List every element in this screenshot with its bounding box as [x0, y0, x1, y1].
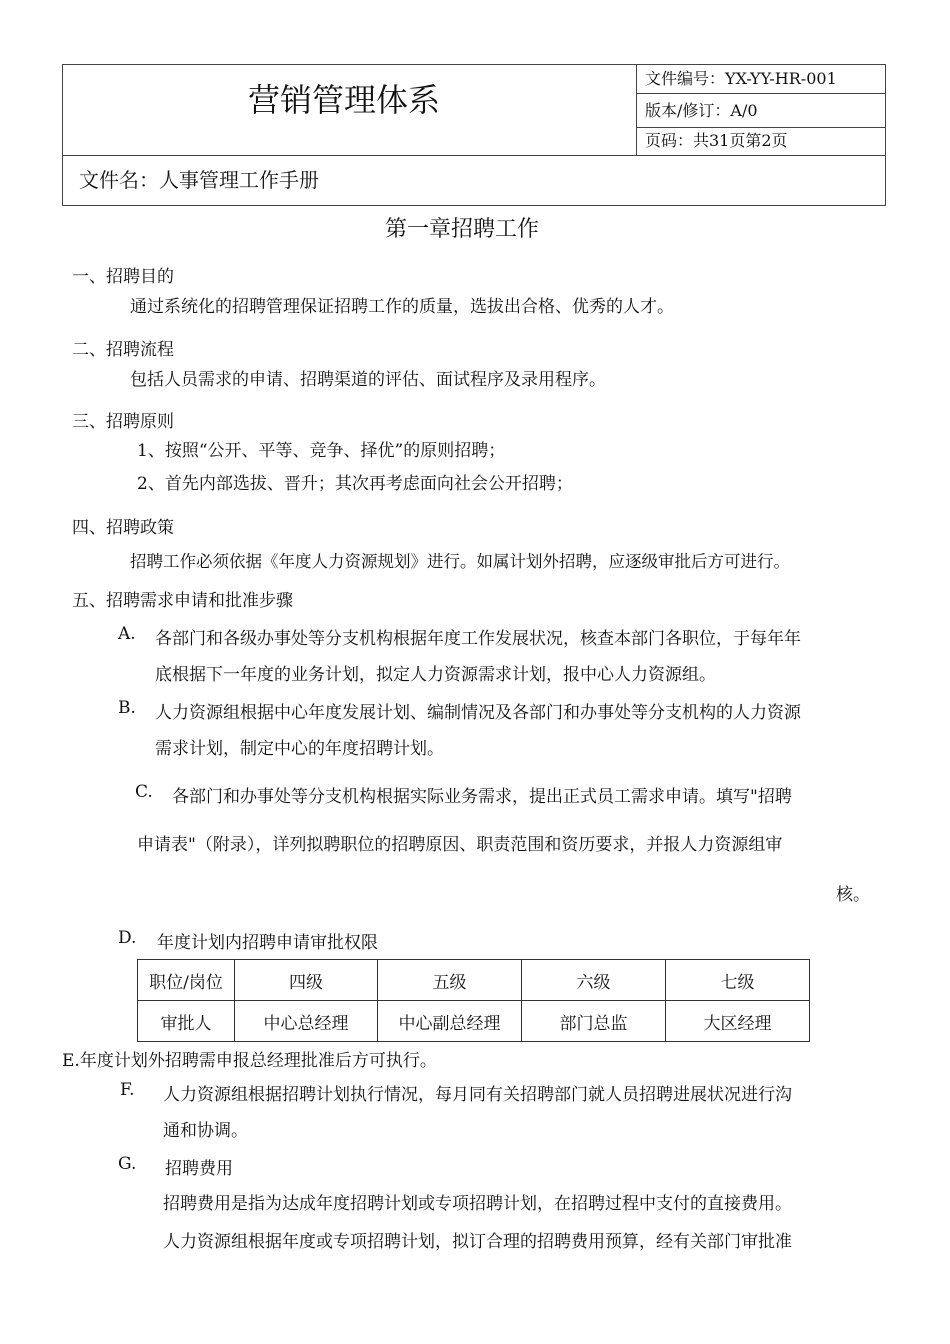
chapter-title: 第一章招聘工作 [385, 217, 540, 242]
table-header-cell: 职位/岗位 [138, 960, 235, 1001]
section-2-body: 包括人员需求的申请、招聘渠道的评估、面试程序及录用程序。 [130, 370, 606, 390]
table-row [138, 1001, 810, 1042]
system-title: 营销管理体系 [248, 81, 441, 119]
item-c-marker: C. [135, 782, 153, 802]
section-3-heading: 三、招聘原则 [72, 412, 174, 432]
section-1-body: 通过系统化的招聘管理保证招聘工作的质量，选拔出合格、优秀的人才。 [130, 297, 674, 317]
document-header [62, 64, 886, 206]
item-g-marker: G. [118, 1154, 137, 1174]
section-5-heading: 五、招聘需求申请和批准步骤 [72, 591, 293, 611]
page-number: 页码：共31页第2页 [645, 131, 788, 150]
item-c-line-2: 申请表"（附录），详列拟聘职位的招聘原因、职责范围和资历要求，并报人力资源组审 [137, 835, 783, 855]
table-cell: 审批人 [138, 1001, 235, 1042]
item-c-line-1: 各部门和办事处等分支机构根据实际业务需求，提出正式员工需求申请。填写"招聘 [172, 787, 792, 807]
table-cell: 部门总监 [522, 1001, 666, 1042]
item-b-marker: B. [118, 698, 136, 718]
table-header-cell: 五级 [378, 960, 522, 1001]
table-cell: 中心副总经理 [378, 1001, 522, 1042]
item-f-line-2: 通和协调。 [163, 1121, 248, 1141]
doc-number: 文件编号：YX-YY-HR-001 [637, 65, 886, 94]
table-cell: 中心总经理 [235, 1001, 378, 1042]
item-g-line-1: 招聘费用是指为达成年度招聘计划或专项招聘计划，在招聘过程中支付的直接费用。 [163, 1194, 792, 1214]
item-g-line-2: 人力资源组根据年度或专项招聘计划，拟订合理的招聘费用预算，经有关部门审批准 [163, 1232, 792, 1252]
version: 版本/修订：A/0 [637, 94, 886, 128]
item-c-line-3: 核。 [836, 885, 870, 905]
table-header-cell: 六级 [522, 960, 666, 1001]
table-header-cell: 四级 [235, 960, 378, 1001]
item-f-line-1: 人力资源组根据招聘计划执行情况，每月同有关招聘部门就人员招聘进展状况进行沟 [163, 1085, 792, 1105]
section-1-heading: 一、招聘目的 [72, 267, 174, 287]
item-d-text: 年度计划内招聘申请审批权限 [157, 933, 378, 953]
section-4-heading: 四、招聘政策 [72, 518, 174, 538]
item-f-marker: F. [120, 1080, 135, 1100]
item-a-line-2: 底根据下一年度的业务计划，拟定人力资源需求计划，报中心人力资源组。 [155, 665, 716, 685]
section-3-item-2: 2、首先内部选拔、晋升；其次再考虑面向社会公开招聘； [137, 474, 573, 494]
item-g-title: 招聘费用 [165, 1159, 233, 1179]
table-cell: 大区经理 [666, 1001, 810, 1042]
section-4-body: 招聘工作必须依据《年度人力资源规划》进行。如属计划外招聘，应逐级审批后方可进行。 [130, 552, 790, 571]
approval-table [137, 959, 810, 1042]
item-e-text: E.年度计划外招聘需申报总经理批准后方可执行。 [62, 1051, 437, 1071]
section-2-heading: 二、招聘流程 [72, 340, 174, 360]
item-a-line-1: 各部门和各级办事处等分支机构根据年度工作发展状况，核查本部门各职位，于每年年 [155, 629, 801, 649]
item-a-marker: A. [118, 624, 136, 644]
system-title-cell [63, 65, 637, 155]
item-b-line-1: 人力资源组根据中心年度发展计划、编制情况及各部门和办事处等分支机构的人力资源 [155, 703, 801, 723]
item-b-line-2: 需求计划，制定中心的年度招聘计划。 [155, 739, 444, 759]
table-header-cell: 七级 [666, 960, 810, 1001]
section-3-item-1: 1、按照“公开、平等、竞争、择优”的原则招聘； [137, 441, 506, 461]
file-name: 文件名：人事管理工作手册 [63, 155, 885, 206]
table-row [138, 960, 810, 1001]
item-d-marker: D. [118, 928, 137, 948]
